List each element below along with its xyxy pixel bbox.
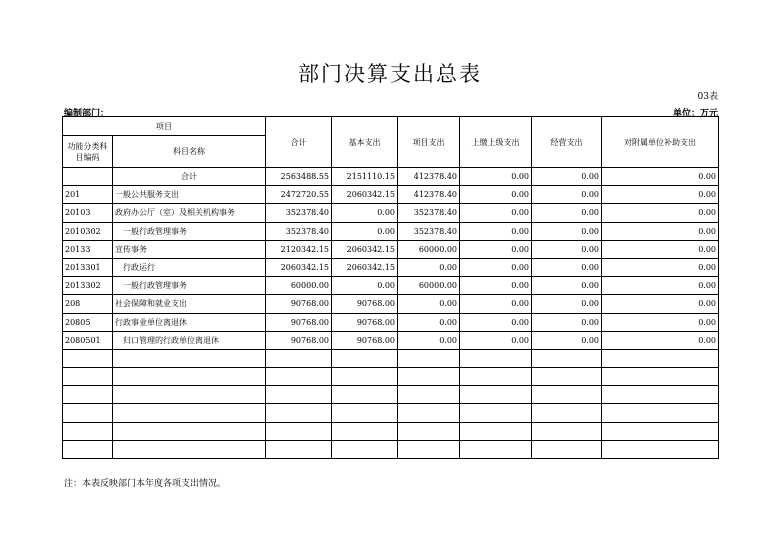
empty-row xyxy=(63,368,719,386)
cell-upper: 0.00 xyxy=(460,331,532,349)
cell-name: 合计 xyxy=(113,168,266,186)
header-total: 合计 xyxy=(266,117,332,168)
cell-business: 0.00 xyxy=(532,186,602,204)
cell-code: 208 xyxy=(63,295,113,313)
cell-basic: 0.00 xyxy=(332,222,398,240)
cell-code: 20805 xyxy=(63,313,113,331)
cell-total: 90768.00 xyxy=(266,295,332,313)
cell-name: 行政运行 xyxy=(113,258,266,276)
cell-code: 20103 xyxy=(63,204,113,222)
cell-basic: 2151110.15 xyxy=(332,168,398,186)
cell-total: 352378.40 xyxy=(266,204,332,222)
table-row xyxy=(63,240,719,258)
cell-name: 一般公共服务支出 xyxy=(113,186,266,204)
page-title: 部门决算支出总表 xyxy=(298,62,482,86)
cell-subsidy: 0.00 xyxy=(602,186,719,204)
dept-label: 编制部门： xyxy=(64,109,110,119)
cell-upper: 0.00 xyxy=(460,295,532,313)
cell-basic: 90768.00 xyxy=(332,331,398,349)
cell-code: 2013301 xyxy=(63,258,113,276)
cell-project: 412378.40 xyxy=(398,186,460,204)
cell-upper: 0.00 xyxy=(460,186,532,204)
cell-project: 352378.40 xyxy=(398,204,460,222)
cell-subsidy: 0.00 xyxy=(602,204,719,222)
cell-code: 2013302 xyxy=(63,277,113,295)
cell-upper: 0.00 xyxy=(460,240,532,258)
cell-basic: 0.00 xyxy=(332,277,398,295)
header-basic: 基本支出 xyxy=(332,117,398,168)
cell-basic: 0.00 xyxy=(332,204,398,222)
cell-business: 0.00 xyxy=(532,313,602,331)
cell-business: 0.00 xyxy=(532,295,602,313)
header-project-exp: 项目支出 xyxy=(398,117,460,168)
empty-row xyxy=(63,349,719,367)
table-row xyxy=(63,277,719,295)
cell-name: 宣传事务 xyxy=(113,240,266,258)
cell-project: 0.00 xyxy=(398,295,460,313)
cell-code xyxy=(63,168,113,186)
cell-basic: 90768.00 xyxy=(332,295,398,313)
cell-name: 行政事业单位离退休 xyxy=(113,313,266,331)
cell-basic: 2060342.15 xyxy=(332,240,398,258)
cell-project: 0.00 xyxy=(398,313,460,331)
cell-business: 0.00 xyxy=(532,277,602,295)
cell-name: 一般行政管理事务 xyxy=(113,222,266,240)
cell-total: 2060342.15 xyxy=(266,258,332,276)
cell-project: 60000.00 xyxy=(398,240,460,258)
cell-subsidy: 0.00 xyxy=(602,277,719,295)
cell-upper: 0.00 xyxy=(460,258,532,276)
cell-subsidy: 0.00 xyxy=(602,313,719,331)
cell-project: 60000.00 xyxy=(398,277,460,295)
cell-name: 政府办公厅（室）及相关机构事务 xyxy=(113,204,266,222)
cell-total: 2120342.15 xyxy=(266,240,332,258)
table-row xyxy=(63,331,719,349)
table-row xyxy=(63,295,719,313)
empty-row xyxy=(63,440,719,458)
header-subsidy: 对附属单位补助支出 xyxy=(602,117,719,168)
header-code: 功能分类科目编码 xyxy=(63,136,113,168)
cell-project: 412378.40 xyxy=(398,168,460,186)
header-project: 项目 xyxy=(63,117,266,136)
cell-subsidy: 0.00 xyxy=(602,258,719,276)
cell-business: 0.00 xyxy=(532,168,602,186)
cell-subsidy: 0.00 xyxy=(602,222,719,240)
cell-basic: 90768.00 xyxy=(332,313,398,331)
cell-total: 352378.40 xyxy=(266,222,332,240)
empty-row xyxy=(63,404,719,422)
cell-business: 0.00 xyxy=(532,240,602,258)
cell-basic: 2060342.15 xyxy=(332,258,398,276)
cell-name: 一般行政管理事务 xyxy=(113,277,266,295)
cell-project: 0.00 xyxy=(398,331,460,349)
table-row xyxy=(63,258,719,276)
cell-total: 2563488.55 xyxy=(266,168,332,186)
cell-subsidy: 0.00 xyxy=(602,168,719,186)
expenditure-table xyxy=(62,116,719,459)
cell-business: 0.00 xyxy=(532,331,602,349)
cell-upper: 0.00 xyxy=(460,222,532,240)
empty-row xyxy=(63,386,719,404)
cell-business: 0.00 xyxy=(532,204,602,222)
cell-project: 0.00 xyxy=(398,258,460,276)
header-name: 科目名称 xyxy=(113,136,266,168)
table-row xyxy=(63,222,719,240)
cell-upper: 0.00 xyxy=(460,313,532,331)
table-row xyxy=(63,313,719,331)
table-row xyxy=(63,204,719,222)
cell-upper: 0.00 xyxy=(460,277,532,295)
cell-subsidy: 0.00 xyxy=(602,295,719,313)
cell-business: 0.00 xyxy=(532,258,602,276)
table-row xyxy=(63,186,719,204)
footnote: 注：本表反映部门本年度各项支出情况。 xyxy=(64,479,227,489)
cell-project: 352378.40 xyxy=(398,222,460,240)
cell-total: 90768.00 xyxy=(266,331,332,349)
cell-total: 2472720.55 xyxy=(266,186,332,204)
cell-subsidy: 0.00 xyxy=(602,240,719,258)
cell-subsidy: 0.00 xyxy=(602,331,719,349)
header-upper: 上缴上级支出 xyxy=(460,117,532,168)
cell-code: 20133 xyxy=(63,240,113,258)
empty-row xyxy=(63,422,719,440)
cell-code: 201 xyxy=(63,186,113,204)
cell-code: 2010302 xyxy=(63,222,113,240)
cell-name: 归口管理的行政单位离退休 xyxy=(113,331,266,349)
unit-label: 单位：万元 xyxy=(672,109,718,119)
cell-total: 90768.00 xyxy=(266,313,332,331)
table-row xyxy=(63,168,719,186)
header-business: 经营支出 xyxy=(532,117,602,168)
cell-code: 2080501 xyxy=(63,331,113,349)
cell-name: 社会保障和就业支出 xyxy=(113,295,266,313)
cell-upper: 0.00 xyxy=(460,168,532,186)
cell-basic: 2060342.15 xyxy=(332,186,398,204)
cell-upper: 0.00 xyxy=(460,204,532,222)
cell-business: 0.00 xyxy=(532,222,602,240)
cell-total: 60000.00 xyxy=(266,277,332,295)
table-number: 03表 xyxy=(697,92,718,102)
